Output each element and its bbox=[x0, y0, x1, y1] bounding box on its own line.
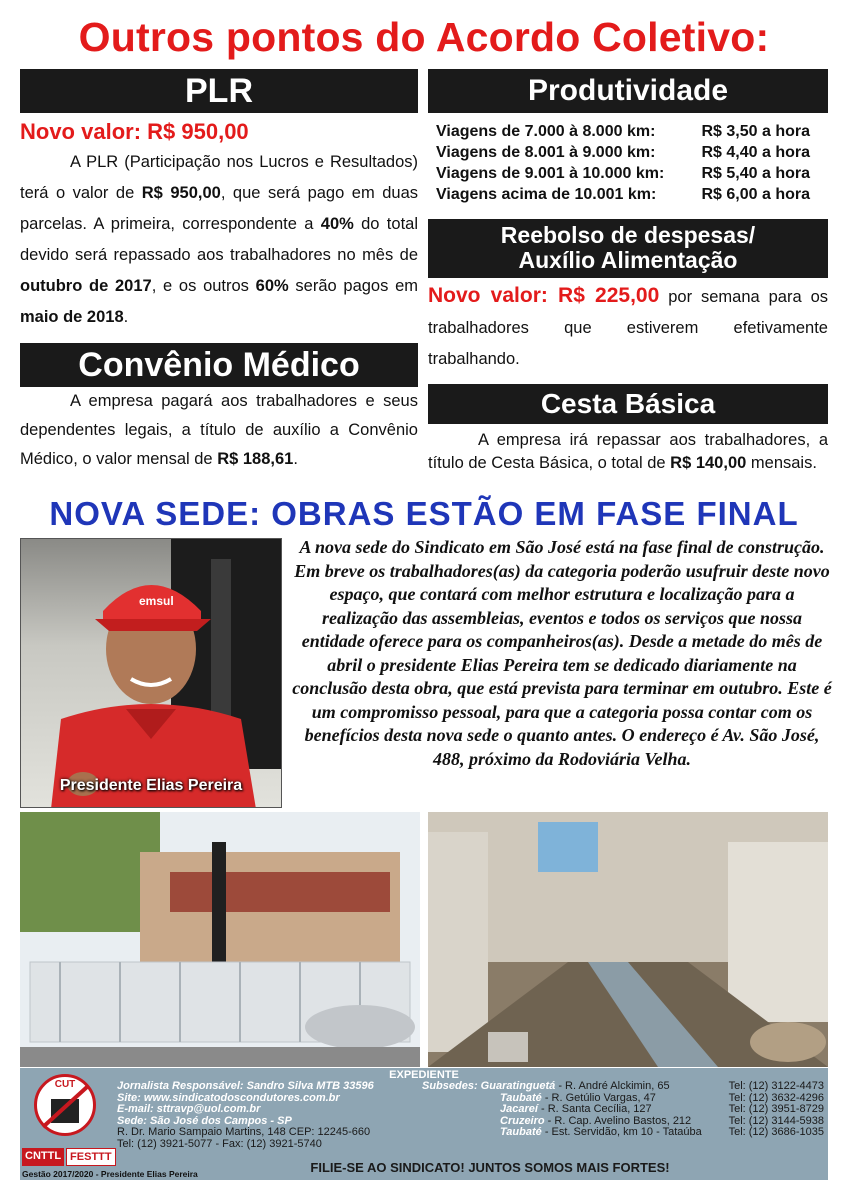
produtividade-range: Viagens de 7.000 à 8.000 km: bbox=[436, 123, 656, 140]
plr-text-part: A PLR (Participação nos Lucros e Resultados) terá o valor de bbox=[20, 153, 418, 202]
plr-second-date: maio de 2018 bbox=[20, 308, 124, 326]
page-title: Outros pontos do Acordo Coletivo: bbox=[78, 14, 770, 60]
plr-value: Novo valor: R$ 950,00 bbox=[20, 119, 249, 144]
left-column bbox=[20, 69, 418, 474]
produtividade-row bbox=[436, 121, 828, 142]
plr-text-part: serão pagos em bbox=[288, 277, 418, 295]
cesta-amount: R$ 140,00 bbox=[670, 454, 747, 472]
nova-sede-title: NOVA SEDE: OBRAS ESTÃO EM FASE FINAL bbox=[49, 495, 799, 532]
plr-text-part: . bbox=[123, 308, 129, 326]
produtividade-rate: R$ 5,40 a hora bbox=[701, 165, 810, 182]
convenio-text-part: A empresa pagará aos trabalhadores e seus dependentes legais, a título de auxílio a Convênio Médico, o valor mensal de bbox=[20, 392, 418, 468]
footer-subsedes bbox=[422, 1081, 722, 1139]
produtividade-list bbox=[428, 121, 828, 205]
reembolso-value: Novo valor: R$ 225,00 bbox=[428, 284, 660, 307]
convenio-text-part: . bbox=[293, 450, 298, 468]
plr-heading: PLR bbox=[20, 69, 418, 113]
footer-contact-line: Tel: (12) 3921-5077 - Fax: (12) 3921-5740 bbox=[117, 1137, 322, 1150]
festtt-badge: FESTTT bbox=[66, 1148, 116, 1166]
subsede-city: Cruzeiro bbox=[500, 1114, 545, 1127]
subsede-phone: Tel: (12) 3144-5938 bbox=[728, 1114, 824, 1127]
footer-contact-line: Sede: São José dos Campos - SP bbox=[117, 1114, 292, 1127]
subsede-address: - R. André Alckimin, 65 bbox=[555, 1080, 670, 1092]
footer-contact-line: Jornalista Responsável: Sandro Silva MTB 33596 bbox=[117, 1080, 374, 1092]
cnttl-badge: CNTTL bbox=[22, 1148, 64, 1166]
cesta-text bbox=[428, 429, 828, 475]
subsede-phone: Tel: (12) 3951-8729 bbox=[728, 1103, 824, 1115]
reembolso-heading-line: Reebolso de despesas/ bbox=[500, 222, 756, 248]
cut-logo-text: CUT bbox=[54, 1079, 76, 1090]
produtividade-row bbox=[436, 163, 828, 184]
plr-text-part: do total devido será repassado aos trabalhadores no mês de bbox=[20, 215, 418, 264]
convenio-text bbox=[20, 387, 418, 474]
subsede-address: - R. Santa Cecília, 127 bbox=[537, 1103, 652, 1115]
reembolso-text bbox=[428, 280, 828, 375]
footer-contacts bbox=[117, 1081, 417, 1150]
produtividade-rate: R$ 6,00 a hora bbox=[701, 186, 810, 203]
subsede-phone: Tel: (12) 3122-4473 bbox=[728, 1080, 824, 1092]
reembolso-heading-line: Auxílio Alimentação bbox=[518, 247, 738, 273]
cut-logo bbox=[34, 1074, 96, 1136]
footer-contact-line: E-mail: sttravp@uol.com.br bbox=[117, 1103, 261, 1115]
plr-text-part: , e os outros bbox=[151, 277, 256, 295]
president-illustration bbox=[21, 539, 282, 808]
produtividade-rate: R$ 4,40 a hora bbox=[701, 144, 810, 161]
subsede-address: - Est. Servidão, km 10 - Tataúba bbox=[541, 1126, 702, 1138]
produtividade-row bbox=[436, 184, 828, 205]
footer-heading: EXPEDIENTE bbox=[389, 1069, 459, 1081]
subsede-address: - R. Getúlio Vargas, 47 bbox=[541, 1091, 656, 1104]
produtividade-range: Viagens acima de 10.001 km: bbox=[436, 186, 657, 203]
subsede-city: Subsedes: Guaratinguetá bbox=[422, 1080, 556, 1092]
nova-sede-text: A nova sede do Sindicato em São José está na fase final de construção. Em breve os trabalhadores(as) da categoria poderão usufruir deste novo espaço, que contará com melhor estrutura e localização para a realização das assembleias, eventos e todos os serviços que nossa entidade oferece para os companheiros(as). Desde a metade do mês de abril o presidente Elias Pereira tem se dedicado diariamente na conclusão desta obra, que está prevista para terminar em outubro. Este é um compromisso pessoal, para que a categoria possa contar com os benefícios desta nova sede o quanto antes. O endereço é Av. São José, 488, próximo da Rodoviária Velha. bbox=[292, 537, 832, 769]
cesta-text-part: mensais. bbox=[746, 454, 817, 472]
footer-phones bbox=[720, 1081, 824, 1139]
plr-text-part: , que será pago em duas parcelas. A primeira, correspondente a bbox=[20, 184, 419, 233]
subsede-line bbox=[422, 1127, 722, 1139]
footer-contact-line: R. Dr. Mario Sampaio Martins, 148 CEP: 12245-660 bbox=[117, 1126, 371, 1138]
right-column bbox=[428, 69, 828, 475]
footer-contact-line: Site: www.sindicatodoscondutores.com.br bbox=[117, 1091, 340, 1104]
plr-text bbox=[20, 147, 418, 333]
convenio-amount: R$ 188,61 bbox=[217, 450, 294, 468]
subsede-phone: Tel: (12) 3686-1035 bbox=[728, 1126, 824, 1138]
cesta-text-part: A empresa irá repassar aos trabalhadores, a título de Cesta Básica, o total de bbox=[428, 431, 828, 472]
subsede-city: Taubaté bbox=[500, 1126, 542, 1138]
convenio-heading: Convênio Médico bbox=[20, 343, 418, 387]
gestao-text: Gestão 2017/2020 - Presidente Elias Pereira bbox=[22, 1169, 198, 1179]
plr-first-date: outubro de 2017 bbox=[20, 277, 152, 295]
reembolso-heading bbox=[428, 219, 828, 278]
reembolso-text-part: por semana para os trabalhadores que estiverem efetivamente trabalhando. bbox=[428, 288, 828, 368]
subsede-phone: Tel: (12) 3632-4296 bbox=[728, 1091, 824, 1104]
building-exterior-photo bbox=[20, 812, 420, 1067]
building-exterior-illustration bbox=[20, 812, 420, 1067]
plr-amount: R$ 950,00 bbox=[141, 184, 221, 202]
footer-slogan: FILIE-SE AO SINDICATO! JUNTOS SOMOS MAIS FORTES! bbox=[310, 1160, 670, 1175]
building-interior-illustration bbox=[428, 812, 828, 1067]
produtividade-range: Viagens de 8.001 à 9.000 km: bbox=[436, 144, 656, 161]
produtividade-row bbox=[436, 142, 828, 163]
affiliation-badges bbox=[22, 1148, 116, 1166]
produtividade-rate: R$ 3,50 a hora bbox=[701, 123, 810, 140]
cap-logo-text: emsul bbox=[139, 594, 174, 608]
photo-caption: Presidente Elias Pereira bbox=[59, 777, 243, 794]
plr-second-percent: 60% bbox=[255, 277, 289, 295]
president-photo bbox=[20, 538, 282, 808]
subsede-city: Jacareí bbox=[500, 1103, 538, 1115]
plr-first-percent: 40% bbox=[320, 215, 354, 233]
building-interior-photo bbox=[428, 812, 828, 1067]
produtividade-heading: Produtividade bbox=[428, 69, 828, 113]
subsede-address: - R. Cap. Avelino Bastos, 212 bbox=[544, 1114, 692, 1127]
footer-expediente bbox=[20, 1068, 828, 1180]
subsede-city: Taubaté bbox=[500, 1091, 542, 1104]
cesta-heading: Cesta Básica bbox=[428, 384, 828, 424]
produtividade-range: Viagens de 9.001 à 10.000 km: bbox=[436, 165, 665, 182]
